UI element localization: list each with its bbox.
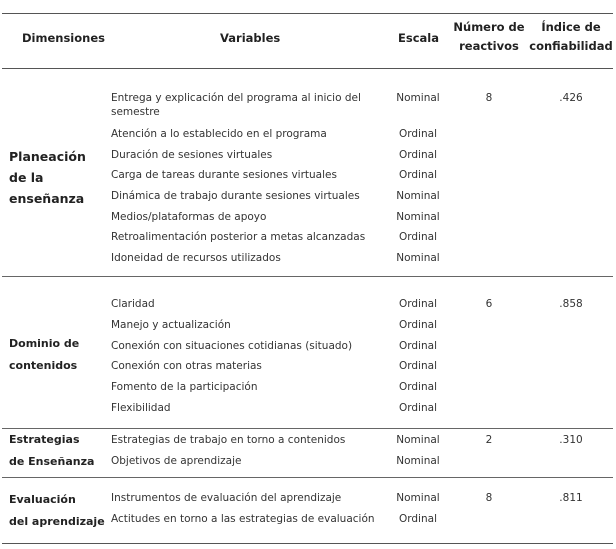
header-indice-line2: confiabilidad bbox=[529, 39, 613, 53]
header-indice-confiabilidad bbox=[528, 18, 614, 56]
table-bottom-rule bbox=[2, 543, 613, 544]
scale-cell: Ordinal bbox=[399, 381, 437, 393]
variable-line: semestre bbox=[111, 106, 160, 118]
reactivos-cell: 8 bbox=[485, 492, 493, 504]
variable-cell: Estrategias de trabajo en torno a contenidos bbox=[111, 434, 346, 446]
reactivos-cell: 6 bbox=[485, 298, 493, 310]
variable-cell: Dinámica de trabajo durante sesiones virtuales bbox=[111, 190, 360, 202]
variable-cell: Idoneidad de recursos utilizados bbox=[111, 252, 281, 264]
scale-cell: Ordinal bbox=[399, 360, 437, 372]
variable-cell: Duración de sesiones virtuales bbox=[111, 149, 273, 161]
variable-cell: Flexibilidad bbox=[111, 402, 171, 414]
reliability-cell: .858 bbox=[559, 298, 583, 310]
variable-cell: Manejo y actualización bbox=[111, 319, 231, 331]
header-variables: Variables bbox=[220, 31, 281, 45]
variable-cell: Fomento de la participación bbox=[111, 381, 258, 393]
dimension-line: contenidos bbox=[9, 359, 78, 372]
dimension-line: de Enseñanza bbox=[9, 455, 95, 468]
reliability-cell: .426 bbox=[559, 92, 583, 104]
reactivos-cell: 8 bbox=[485, 92, 493, 104]
section-divider bbox=[2, 477, 613, 478]
scale-cell: Ordinal bbox=[399, 169, 437, 181]
scale-cell: Nominal bbox=[396, 92, 440, 104]
variable-cell: Carga de tareas durante sesiones virtuales bbox=[111, 169, 337, 181]
dimension-line: Evaluación bbox=[9, 493, 76, 506]
scale-cell: Ordinal bbox=[399, 128, 437, 140]
variable-cell: Objetivos de aprendizaje bbox=[111, 455, 242, 467]
scale-cell: Nominal bbox=[396, 252, 440, 264]
header-indice-line1: Índice de bbox=[541, 20, 601, 34]
variable-line: Entrega y explicación del programa al inicio del bbox=[111, 92, 361, 104]
scale-cell: Ordinal bbox=[399, 402, 437, 414]
variable-cell bbox=[111, 91, 361, 119]
dimension-line: Planeación bbox=[9, 149, 86, 164]
dimension-dominio bbox=[9, 333, 79, 377]
scale-cell: Ordinal bbox=[399, 231, 437, 243]
scale-cell: Nominal bbox=[396, 492, 440, 504]
scale-cell: Ordinal bbox=[399, 149, 437, 161]
dimension-planeacion bbox=[9, 146, 86, 209]
header-escala: Escala bbox=[398, 31, 439, 45]
scale-cell: Ordinal bbox=[399, 319, 437, 331]
dimension-line: del aprendizaje bbox=[9, 515, 105, 528]
variable-cell: Instrumentos de evaluación del aprendizaje bbox=[111, 492, 342, 504]
scale-cell: Nominal bbox=[396, 190, 440, 202]
dimension-line: de la bbox=[9, 170, 44, 185]
header-dimensiones: Dimensiones bbox=[22, 31, 105, 45]
scale-cell: Ordinal bbox=[399, 513, 437, 525]
variable-cell: Medios/plataformas de apoyo bbox=[111, 211, 267, 223]
scale-cell: Ordinal bbox=[399, 298, 437, 310]
dimension-evaluacion bbox=[9, 489, 105, 533]
header-numero-line1: Número de bbox=[453, 20, 525, 34]
variable-cell: Retroalimentación posterior a metas alcanzadas bbox=[111, 231, 366, 243]
dimension-line: Estrategias bbox=[9, 433, 80, 446]
header-numero-reactivos bbox=[450, 18, 528, 56]
dimension-estrategias bbox=[9, 429, 94, 473]
dimension-line: Dominio de bbox=[9, 337, 80, 350]
reliability-cell: .811 bbox=[559, 492, 583, 504]
header-numero-line2: reactivos bbox=[459, 39, 519, 53]
variable-cell: Actitudes en torno a las estrategias de evaluación bbox=[111, 513, 375, 525]
section-divider bbox=[2, 276, 613, 277]
reliability-cell: .310 bbox=[559, 434, 583, 446]
header-bottom-rule bbox=[2, 68, 613, 69]
reactivos-cell: 2 bbox=[485, 434, 493, 446]
variable-cell: Claridad bbox=[111, 298, 155, 310]
dimension-line: enseñanza bbox=[9, 191, 85, 206]
variable-cell: Conexión con situaciones cotidianas (situado) bbox=[111, 340, 353, 352]
scale-cell: Nominal bbox=[396, 211, 440, 223]
scale-cell: Nominal bbox=[396, 434, 440, 446]
variable-cell: Conexión con otras materias bbox=[111, 360, 262, 372]
scale-cell: Ordinal bbox=[399, 340, 437, 352]
scale-cell: Nominal bbox=[396, 455, 440, 467]
variable-cell: Atención a lo establecido en el programa bbox=[111, 128, 327, 140]
table-top-rule bbox=[2, 13, 613, 14]
